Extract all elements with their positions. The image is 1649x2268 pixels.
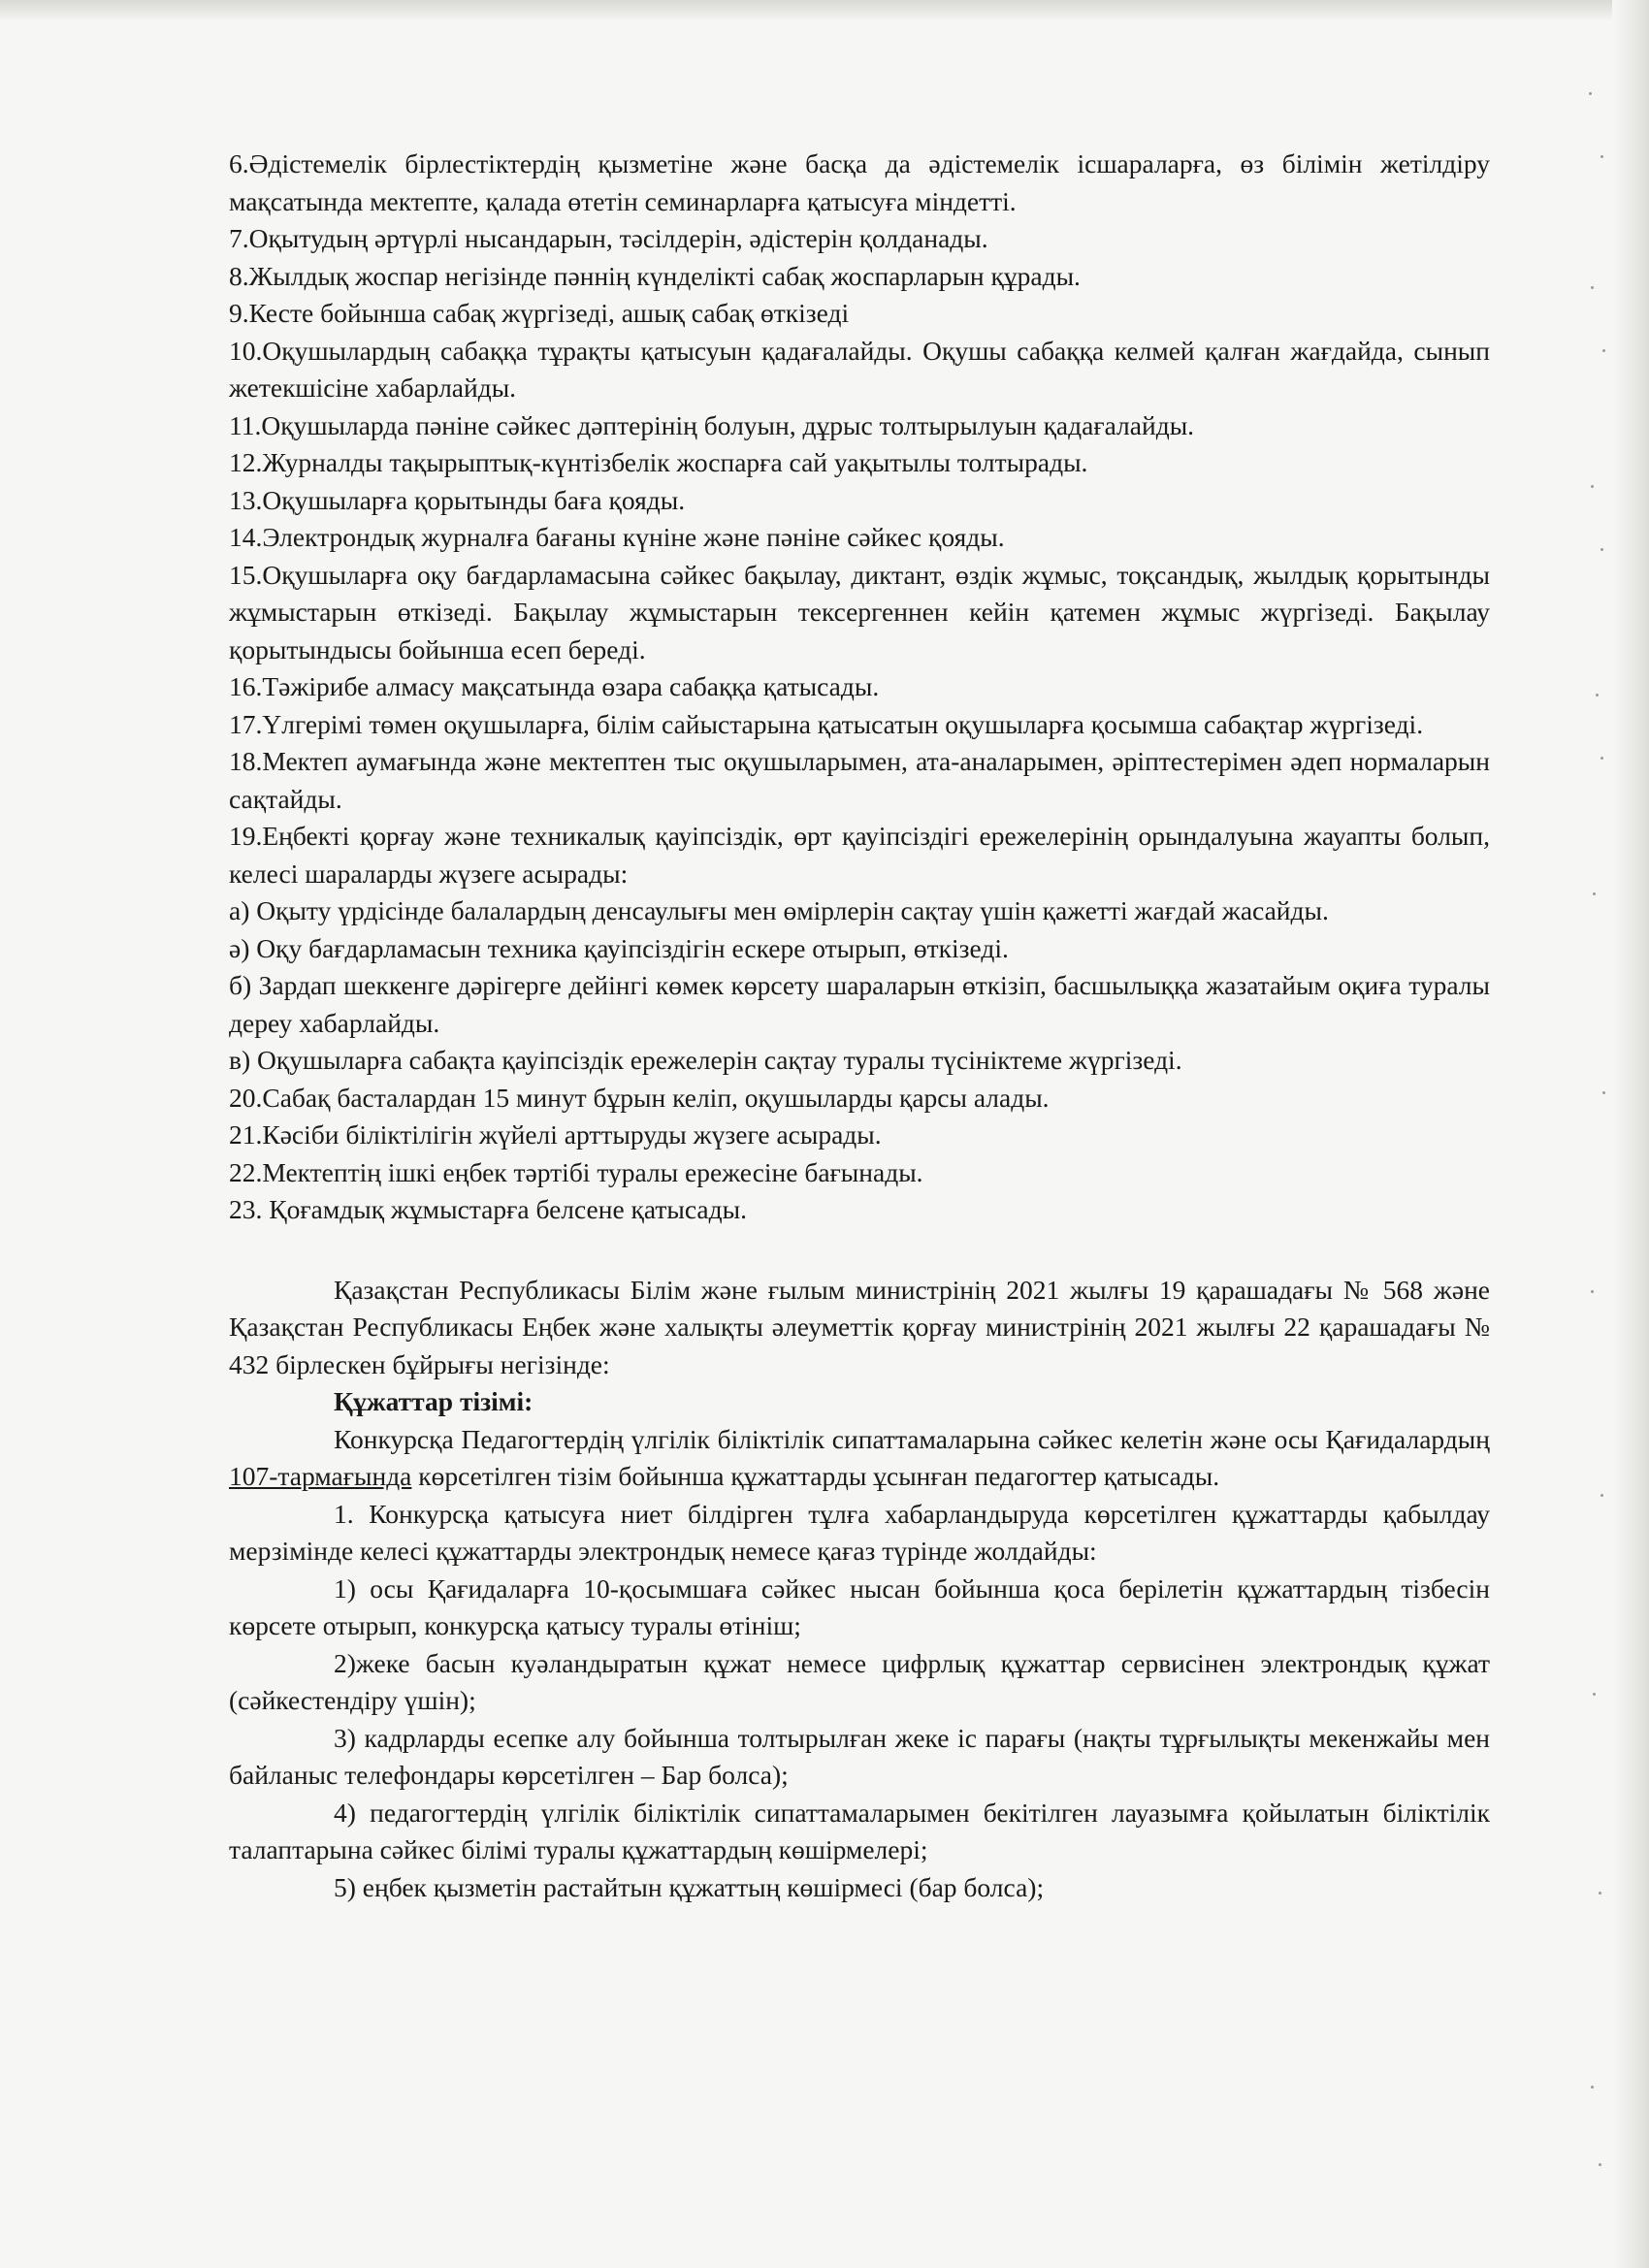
document-item: 1. Конкурсқа қатысуға ниет білдірген тұлға хабарландыруда көрсетілген құжаттарды қабылдау мерзімінде келесі құжаттарды электрондық немесе қағаз түрінде жолдайды:: [229, 1498, 1490, 1566]
legal-basis-paragraph: Қазақстан Республикасы Білім және ғылым министрінің 2021 жылғы 19 қарашадағы № 568 және Қазақстан Республикасы Еңбек және халықты әлеуметтік қорғау министрінің 2021 жылғы 22 қарашадағы № 432 бірлескен бұйрығы негізінде:: [229, 1274, 1490, 1379]
list-item: 20.Сабақ басталардан 15 минут бұрын келіп, оқушыларды қарсы алады.: [229, 1082, 1050, 1113]
list-item: 23. Қоғамдық жұмыстарға белсене қатысады.: [229, 1194, 747, 1224]
document-item: 2)жеке басын куәландыратын құжат немесе цифрлық құжаттар сервисінен электрондық құжат (сәйкестендіру үшін);: [229, 1647, 1490, 1715]
list-item: 10.Оқушылардың сабаққа тұрақты қатысуын қадағалайды. Оқушы сабаққа келмей қалған жағдайда, сынып жетекшісіне хабарлайды.: [229, 335, 1490, 403]
document-body: [229, 146, 1490, 1906]
list-item: 22.Мектептің ішкі еңбек тәртібі туралы ережесіне бағынады.: [229, 1156, 923, 1187]
list-item: в) Оқушыларға сабақта қауіпсіздік ережелерін сақтау туралы түсініктеме жүргізеді.: [229, 1045, 1182, 1075]
document-item: 4) педагогтердің үлгілік біліктілік сипаттамаларымен бекітілген лауазымға қойылатын біліктілік талаптарына сәйкес білімі туралы құжаттардың көшірмелері;: [229, 1797, 1490, 1864]
document-item: 3) кадрларды есепке алу бойынша толтырылған жеке іс парағы (нақты тұрғылықты мекенжайы мен байланыс телефондары көрсетілген – Бар болса);: [229, 1722, 1490, 1790]
list-item: 19.Еңбекті қорғау және техникалық қауіпсіздік, өрт қауіпсіздігі ережелерінің орындалуына жауапты болып, келесі шараларды жүзеге асырады:: [229, 821, 1490, 889]
intro-text-before: Конкурсқа Педагогтердің үлгілік біліктілік сипаттамаларына сәйкес келетін және осы Қағидалардың: [334, 1423, 1490, 1454]
list-item: 12.Журналды тақырыптық-күнтізбелік жоспарға сай уақытылы толтырады.: [229, 447, 1088, 477]
document-item: 5) еңбек қызметін растайтын құжаттың көшірмесі (бар болса);: [334, 1871, 1045, 1902]
list-item: 11.Оқушыларда пәніне сәйкес дәптерінің болуын, дұрыс толтырылуын қадағалайды.: [229, 409, 1195, 440]
paragraph-gap: [229, 1229, 1490, 1272]
list-item: 6.Әдістемелік бірлестіктердің қызметіне және басқа да әдістемелік ісшараларға, өз білімін жетілдіру мақсатында мектепте, қалада өтетін семинарларға қатысуға міндетті.: [229, 148, 1490, 216]
article-107-link[interactable]: 107-тармағында: [229, 1461, 412, 1491]
intro-paragraph: [229, 1421, 1490, 1496]
list-item: 14.Электрондық журналға бағаны күніне және пәніне сәйкес қояды.: [229, 522, 1005, 552]
list-item: 21.Кәсіби біліктілігін жүйелі арттыруды жүзеге асырады.: [229, 1119, 882, 1150]
document-item: 1) осы Қағидаларға 10-қосымшаға сәйкес нысан бойынша қоса берілетін құжаттардың тізбесін көрсете отырып, конкурсқа қатысу туралы өтініш;: [229, 1572, 1490, 1640]
list-item: 9.Кесте бойынша сабақ жүргізеді, ашық сабақ өткізеді: [229, 298, 850, 328]
list-item: 18.Мектеп аумағында және мектептен тыс оқушыларымен, ата-аналарымен, әріптестерімен әдеп нормаларын сақтайды.: [229, 746, 1490, 814]
documents-list: [229, 1496, 1490, 1907]
scan-top-shadow: [0, 0, 1649, 21]
intro-text-after: көрсетілген тізім бойынша құжаттарды ұсынған педагогтер қатысады.: [411, 1461, 1220, 1491]
list-item: 17.Үлгерімі төмен оқушыларға, білім сайыстарына қатысатын оқушыларға қосымша сабақтар жүргізеді.: [229, 708, 1424, 739]
list-item: 13.Оқушыларға қорытынды баға қояды.: [229, 484, 686, 515]
duties-list: [229, 146, 1490, 1229]
documents-heading: Құжаттар тізімі:: [334, 1386, 534, 1416]
scan-right-edge: [1612, 0, 1649, 2268]
list-item: а) Оқыту үрдісінде балалардың денсаулығы мен өмірлерін сақтау үшін қажетті жағдай жасайды.: [229, 895, 1329, 925]
list-item: 8.Жылдық жоспар негізінде пәннің күнделікті сабақ жоспарларын құрады.: [229, 260, 1081, 291]
list-item: 15.Оқушыларға оқу бағдарламасына сәйкес бақылау, диктант, өздік жұмыс, тоқсандық, жылдық қорытынды жұмыстарын өткізеді. Бақылау жұмыстарын тексергеннен кейін қатемен жұмыс жүргізеді. Бақылау қорытындысы бойынша есеп береді.: [229, 559, 1490, 664]
list-item: б) Зардап шеккенге дәрігерге дейінгі көмек көрсету шараларын өткізіп, басшылыққа жазатайым оқиға туралы дереу хабарлайды.: [229, 970, 1490, 1038]
list-item: ә) Оқу бағдарламасын техника қауіпсіздігін ескере отырып, өткізеді.: [229, 932, 1009, 963]
list-item: 7.Оқытудың әртүрлі нысандарын, тәсілдерін, әдістерін қолданады.: [229, 223, 988, 253]
list-item: 16.Тәжірибе алмасу мақсатында өзара сабаққа қатысады.: [229, 671, 880, 701]
